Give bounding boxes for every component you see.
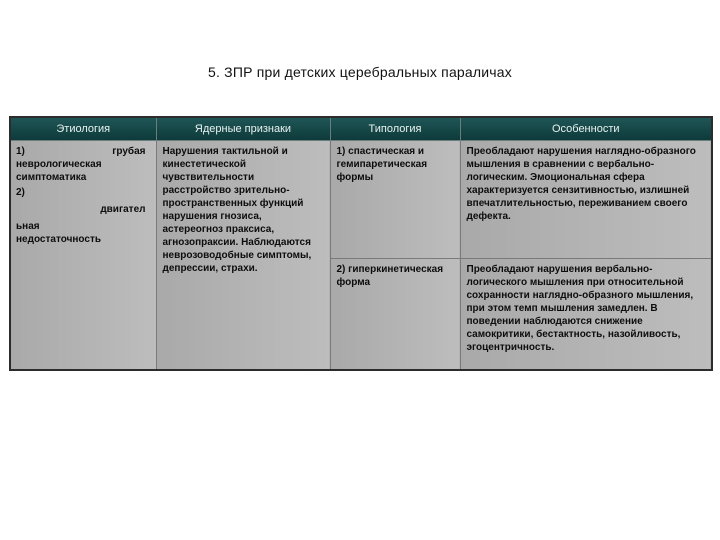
header-etiology: Этиология [10,117,156,141]
table-row [10,141,712,259]
header-typology: Типология [330,117,460,141]
core-signs-cell: Нарушения тактильной и кинестетической чувствительности расстройство зрительно-пространственных функций нарушения гнозиса, астереогноз праксиса, агнозопраксии. Наблюдаются неврозоводобные симптомы, депрессии, страхи. [156,141,330,371]
etiology-line: 2) [16,187,25,198]
etiology-line: 1) грубая [16,146,146,157]
header-core-signs: Ядерные признаки [156,117,330,141]
slide-title: 5. ЗПР при детских церебральных параличах [208,64,512,80]
typology-cell-2: 2) гиперкинетическая форма [330,259,460,371]
zpr-table [9,116,713,371]
etiology-line: симптоматика [16,172,87,183]
etiology-line: недостаточность [16,234,101,245]
etiology-line: двигател [100,204,146,215]
typology-cell-1: 1) спастическая и гемипаретическая формы [330,141,460,259]
etiology-line: неврологическая [16,159,102,170]
header-features: Особенности [460,117,712,141]
etiology-cell [10,141,156,371]
features-cell-2: Преобладают нарушения вербально-логического мышления при относительной сохранности наглядно-образного мышления, при этом темп мышления замедлен. В поведении наблюдаются снижение самокритики, бестактность, назойливость, эгоцентричность. [460,259,712,371]
features-cell-1: Преобладают нарушения наглядно-образного мышления в сравнении с вербально-логическим. Эмоциональная сфера характеризуется сензитивностью, излишней впечатлительностью, переживанием своего дефекта. [460,141,712,259]
etiology-line: ьная [16,221,40,232]
header-row [10,117,712,141]
